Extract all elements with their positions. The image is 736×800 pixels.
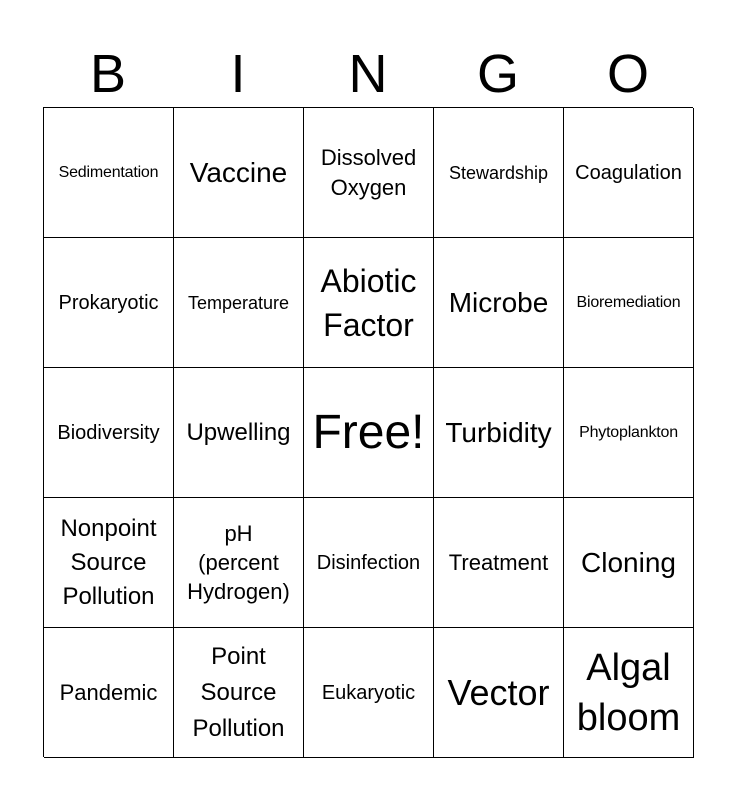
bingo-cell[interactable] — [44, 238, 174, 368]
cell-label: Cloning — [581, 546, 676, 578]
cell-label: Nonpoint Source Pollution — [60, 514, 157, 610]
cell-label: pH (percent Hydrogen) — [187, 521, 290, 604]
bingo-cell[interactable] — [434, 238, 564, 368]
cell-label: Point Source Pollution — [192, 642, 285, 742]
bingo-cell[interactable] — [434, 628, 564, 758]
bingo-cell[interactable] — [304, 108, 434, 238]
cell-label: Eukaryotic — [321, 681, 416, 704]
bingo-cell[interactable] — [44, 368, 174, 498]
bingo-cell[interactable] — [564, 498, 694, 628]
free-space[interactable] — [304, 368, 434, 498]
bingo-cell[interactable] — [434, 498, 564, 628]
cell-label: Sedimentation — [58, 163, 159, 181]
cell-label: Free! — [312, 405, 425, 459]
bingo-header — [43, 42, 693, 106]
bingo-cell[interactable] — [174, 498, 304, 628]
cell-label: Vaccine — [189, 156, 288, 188]
cell-label: Vector — [447, 671, 550, 713]
bingo-cell[interactable] — [304, 238, 434, 368]
bingo-cell[interactable] — [434, 368, 564, 498]
header-letter-i: I — [230, 44, 246, 104]
cell-label: Disinfection — [316, 551, 421, 574]
bingo-cell[interactable] — [564, 238, 694, 368]
bingo-cell[interactable] — [564, 628, 694, 758]
bingo-cell[interactable] — [174, 238, 304, 368]
bingo-cell[interactable] — [44, 108, 174, 238]
header-letter-o: O — [606, 44, 649, 104]
cell-label: Algal bloom — [576, 646, 681, 739]
bingo-cell[interactable] — [304, 498, 434, 628]
cell-label: Treatment — [448, 549, 549, 575]
bingo-cell[interactable] — [174, 368, 304, 498]
bingo-cell[interactable] — [44, 498, 174, 628]
cell-label: Dissolved Oxygen — [320, 144, 417, 200]
cell-label: Stewardship — [448, 162, 549, 183]
bingo-board — [43, 107, 693, 757]
cell-label: Upwelling — [186, 418, 291, 446]
bingo-cell[interactable] — [564, 368, 694, 498]
cell-label: Temperature — [187, 292, 290, 313]
cell-label: Phytoplankton — [579, 423, 678, 441]
cell-label: Prokaryotic — [58, 291, 159, 314]
cell-label: Abiotic Factor — [320, 262, 417, 343]
cell-label: Bioremediation — [576, 293, 681, 311]
header-letter-g: G — [476, 44, 519, 104]
bingo-cell[interactable] — [564, 108, 694, 238]
bingo-cell[interactable] — [174, 108, 304, 238]
cell-label: Coagulation — [575, 161, 682, 184]
cell-label: Turbidity — [445, 416, 552, 448]
bingo-cell[interactable] — [44, 628, 174, 758]
cell-label: Biodiversity — [57, 421, 160, 444]
bingo-cell[interactable] — [304, 628, 434, 758]
header-letter-n: N — [348, 44, 388, 104]
bingo-cell[interactable] — [174, 628, 304, 758]
header-letter-b: B — [89, 44, 127, 104]
cell-label: Microbe — [448, 286, 549, 318]
bingo-cell[interactable] — [434, 108, 564, 238]
cell-label: Pandemic — [59, 679, 158, 705]
